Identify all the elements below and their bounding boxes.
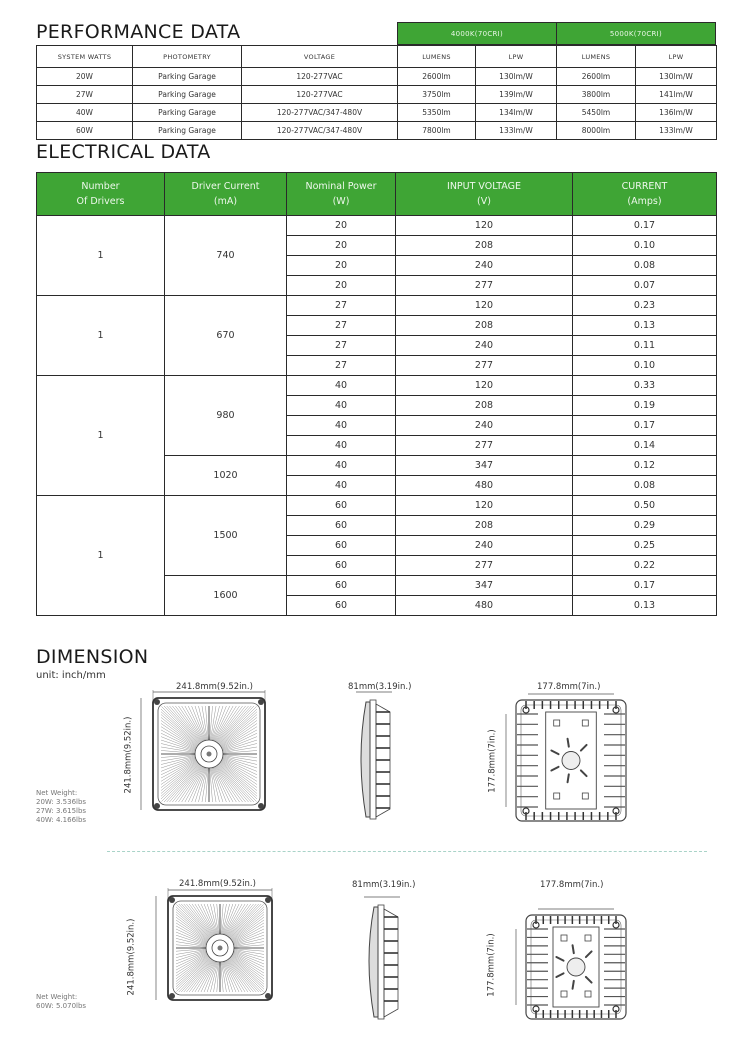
nominal-power-cell: 40 bbox=[287, 456, 396, 476]
input-voltage-cell: 277 bbox=[396, 356, 573, 376]
front-height-label-60w: 241.8mm(9.52in.) bbox=[126, 918, 137, 996]
current-cell: 0.22 bbox=[573, 556, 717, 576]
driver-count-cell: 1 bbox=[37, 216, 165, 296]
column-header: LPW bbox=[636, 46, 717, 68]
column-header-line: Driver Current bbox=[191, 181, 260, 192]
performance-table bbox=[36, 45, 717, 140]
column-header bbox=[37, 173, 165, 216]
table-cell: 8000lm bbox=[557, 122, 636, 140]
nominal-power-cell: 27 bbox=[287, 296, 396, 316]
column-header-line: CURRENT bbox=[621, 181, 668, 192]
nominal-power-cell: 40 bbox=[287, 476, 396, 496]
column-header bbox=[165, 173, 287, 216]
driver-count-cell: 1 bbox=[37, 496, 165, 616]
table-row bbox=[37, 496, 717, 516]
performance-title: PERFORMANCE DATA bbox=[36, 21, 241, 43]
front-view-drawing bbox=[137, 690, 267, 825]
input-voltage-cell: 120 bbox=[396, 296, 573, 316]
input-voltage-cell: 240 bbox=[396, 416, 573, 436]
current-cell: 0.12 bbox=[573, 456, 717, 476]
weight-40w: 40W: 4.166lbs bbox=[36, 816, 87, 824]
table-cell: 141lm/W bbox=[636, 86, 717, 104]
nominal-power-cell: 20 bbox=[287, 276, 396, 296]
table-cell: 133lm/W bbox=[476, 122, 557, 140]
column-header: LPW bbox=[476, 46, 557, 68]
current-cell: 0.13 bbox=[573, 316, 717, 336]
column-header: SYSTEM WATTS bbox=[37, 46, 133, 68]
input-voltage-cell: 347 bbox=[396, 576, 573, 596]
side-depth-label-60w: 81mm(3.19in.) bbox=[352, 880, 416, 890]
weight-20w: 20W: 3.536lbs bbox=[36, 798, 87, 806]
table-cell: 7800lm bbox=[398, 122, 476, 140]
column-header-line: (mA) bbox=[213, 196, 238, 207]
driver-count-cell: 1 bbox=[37, 296, 165, 376]
front-height-label: 241.8mm(9.52in.) bbox=[123, 716, 134, 794]
table-row bbox=[37, 216, 717, 236]
column-header bbox=[287, 173, 396, 216]
nominal-power-cell: 20 bbox=[287, 216, 396, 236]
nominal-power-cell: 40 bbox=[287, 396, 396, 416]
table-cell: 130lm/W bbox=[636, 68, 717, 86]
table-cell: 134lm/W bbox=[476, 104, 557, 122]
table-cell: 60W bbox=[37, 122, 133, 140]
nominal-power-cell: 60 bbox=[287, 596, 396, 616]
current-cell: 0.17 bbox=[573, 416, 717, 436]
column-header-line: INPUT VOLTAGE bbox=[447, 181, 521, 192]
nominal-power-cell: 27 bbox=[287, 316, 396, 336]
front-view-drawing-60w bbox=[152, 888, 274, 1030]
nominal-power-cell: 27 bbox=[287, 336, 396, 356]
table-cell: 40W bbox=[37, 104, 133, 122]
table-row bbox=[37, 376, 717, 396]
current-cell: 0.08 bbox=[573, 476, 717, 496]
column-header: LUMENS bbox=[398, 46, 476, 68]
current-cell: 0.50 bbox=[573, 496, 717, 516]
driver-current-cell: 670 bbox=[165, 296, 287, 376]
table-cell: 130lm/W bbox=[476, 68, 557, 86]
input-voltage-cell: 240 bbox=[396, 256, 573, 276]
back-width-label-60w: 177.8mm(7in.) bbox=[540, 880, 604, 890]
input-voltage-cell: 240 bbox=[396, 336, 573, 356]
column-header-line: (Amps) bbox=[627, 196, 662, 207]
column-header-line: Nominal Power bbox=[305, 181, 377, 192]
back-height-label-60w: 177.8mm(7in.) bbox=[486, 933, 497, 997]
input-voltage-cell: 480 bbox=[396, 476, 573, 496]
nominal-power-cell: 40 bbox=[287, 416, 396, 436]
input-voltage-cell: 277 bbox=[396, 436, 573, 456]
input-voltage-cell: 277 bbox=[396, 556, 573, 576]
table-cell: 5350lm bbox=[398, 104, 476, 122]
input-voltage-cell: 480 bbox=[396, 596, 573, 616]
weight-60w: 60W: 5.070lbs bbox=[36, 1002, 87, 1010]
current-cell: 0.10 bbox=[573, 356, 717, 376]
table-cell: Parking Garage bbox=[133, 86, 242, 104]
nominal-power-cell: 60 bbox=[287, 516, 396, 536]
nominal-power-cell: 20 bbox=[287, 256, 396, 276]
input-voltage-cell: 208 bbox=[396, 516, 573, 536]
electrical-table bbox=[36, 172, 717, 616]
weight-title-60w: Net Weight: bbox=[36, 993, 78, 1001]
input-voltage-cell: 120 bbox=[396, 496, 573, 516]
back-view-drawing bbox=[500, 690, 630, 825]
column-header: LUMENS bbox=[557, 46, 636, 68]
input-voltage-cell: 120 bbox=[396, 376, 573, 396]
input-voltage-cell: 240 bbox=[396, 536, 573, 556]
driver-current-cell: 1500 bbox=[165, 496, 287, 576]
current-cell: 0.29 bbox=[573, 516, 717, 536]
performance-header-row bbox=[37, 46, 717, 68]
table-row bbox=[37, 68, 717, 86]
current-cell: 0.14 bbox=[573, 436, 717, 456]
current-cell: 0.19 bbox=[573, 396, 717, 416]
table-cell: 133lm/W bbox=[636, 122, 717, 140]
table-cell: 27W bbox=[37, 86, 133, 104]
driver-current-cell: 1600 bbox=[165, 576, 287, 616]
cct-5000k-header: 5000K(70CRI) bbox=[557, 23, 716, 45]
back-height-label: 177.8mm(7in.) bbox=[487, 729, 498, 793]
driver-current-cell: 980 bbox=[165, 376, 287, 456]
table-cell: 120-277VAC bbox=[242, 86, 398, 104]
side-depth-label: 81mm(3.19in.) bbox=[348, 682, 412, 692]
table-cell: 2600lm bbox=[557, 68, 636, 86]
current-cell: 0.23 bbox=[573, 296, 717, 316]
nominal-power-cell: 27 bbox=[287, 356, 396, 376]
input-voltage-cell: 208 bbox=[396, 316, 573, 336]
column-header: VOLTAGE bbox=[242, 46, 398, 68]
column-header-line: Of Drivers bbox=[76, 196, 125, 207]
back-width-label: 177.8mm(7in.) bbox=[537, 682, 601, 692]
unit-label: unit: inch/mm bbox=[36, 670, 106, 681]
input-voltage-cell: 208 bbox=[396, 396, 573, 416]
cct-4000k-header: 4000K(70CRI) bbox=[398, 23, 557, 45]
table-cell: 136lm/W bbox=[636, 104, 717, 122]
electrical-title: ELECTRICAL DATA bbox=[36, 141, 211, 163]
current-cell: 0.25 bbox=[573, 536, 717, 556]
column-header-line: (W) bbox=[332, 196, 350, 207]
table-cell: Parking Garage bbox=[133, 68, 242, 86]
back-view-drawing-60w bbox=[510, 905, 630, 1023]
nominal-power-cell: 20 bbox=[287, 236, 396, 256]
side-view-drawing-60w bbox=[358, 895, 403, 1025]
input-voltage-cell: 347 bbox=[396, 456, 573, 476]
dimension-title: DIMENSION bbox=[36, 646, 149, 668]
table-row bbox=[37, 86, 717, 104]
current-cell: 0.11 bbox=[573, 336, 717, 356]
table-row bbox=[37, 296, 717, 316]
input-voltage-cell: 208 bbox=[396, 236, 573, 256]
nominal-power-cell: 40 bbox=[287, 436, 396, 456]
net-weight-top bbox=[36, 789, 86, 825]
column-header bbox=[573, 173, 717, 216]
electrical-header-row bbox=[37, 173, 717, 216]
table-cell: 3750lm bbox=[398, 86, 476, 104]
weight-27w: 27W: 3.615lbs bbox=[36, 807, 87, 815]
table-cell: Parking Garage bbox=[133, 104, 242, 122]
column-header-line: (V) bbox=[477, 196, 491, 207]
column-header: PHOTOMETRY bbox=[133, 46, 242, 68]
current-cell: 0.17 bbox=[573, 576, 717, 596]
driver-current-cell: 740 bbox=[165, 216, 287, 296]
nominal-power-cell: 60 bbox=[287, 556, 396, 576]
table-cell: 20W bbox=[37, 68, 133, 86]
net-weight-bottom bbox=[36, 993, 86, 1011]
table-cell: 139lm/W bbox=[476, 86, 557, 104]
nominal-power-cell: 60 bbox=[287, 496, 396, 516]
current-cell: 0.17 bbox=[573, 216, 717, 236]
side-view-drawing bbox=[350, 690, 400, 825]
table-cell: 120-277VAC/347-480V bbox=[242, 122, 398, 140]
nominal-power-cell: 60 bbox=[287, 576, 396, 596]
table-row bbox=[37, 122, 717, 140]
table-cell: 3800lm bbox=[557, 86, 636, 104]
front-width-label: 241.8mm(9.52in.) bbox=[176, 682, 253, 692]
table-cell: 120-277VAC bbox=[242, 68, 398, 86]
table-cell: 120-277VAC/347-480V bbox=[242, 104, 398, 122]
weight-title: Net Weight: bbox=[36, 789, 78, 797]
current-cell: 0.07 bbox=[573, 276, 717, 296]
current-cell: 0.13 bbox=[573, 596, 717, 616]
input-voltage-cell: 277 bbox=[396, 276, 573, 296]
table-cell: 5450lm bbox=[557, 104, 636, 122]
table-cell: Parking Garage bbox=[133, 122, 242, 140]
current-cell: 0.10 bbox=[573, 236, 717, 256]
column-header bbox=[396, 173, 573, 216]
input-voltage-cell: 120 bbox=[396, 216, 573, 236]
table-row bbox=[37, 104, 717, 122]
cct-header-row bbox=[397, 22, 716, 45]
nominal-power-cell: 40 bbox=[287, 376, 396, 396]
driver-current-cell: 1020 bbox=[165, 456, 287, 496]
table-cell: 2600lm bbox=[398, 68, 476, 86]
nominal-power-cell: 60 bbox=[287, 536, 396, 556]
dashed-separator bbox=[107, 851, 707, 852]
driver-count-cell: 1 bbox=[37, 376, 165, 496]
front-width-label-60w: 241.8mm(9.52in.) bbox=[179, 879, 256, 889]
current-cell: 0.08 bbox=[573, 256, 717, 276]
column-header-line: Number bbox=[81, 181, 120, 192]
current-cell: 0.33 bbox=[573, 376, 717, 396]
